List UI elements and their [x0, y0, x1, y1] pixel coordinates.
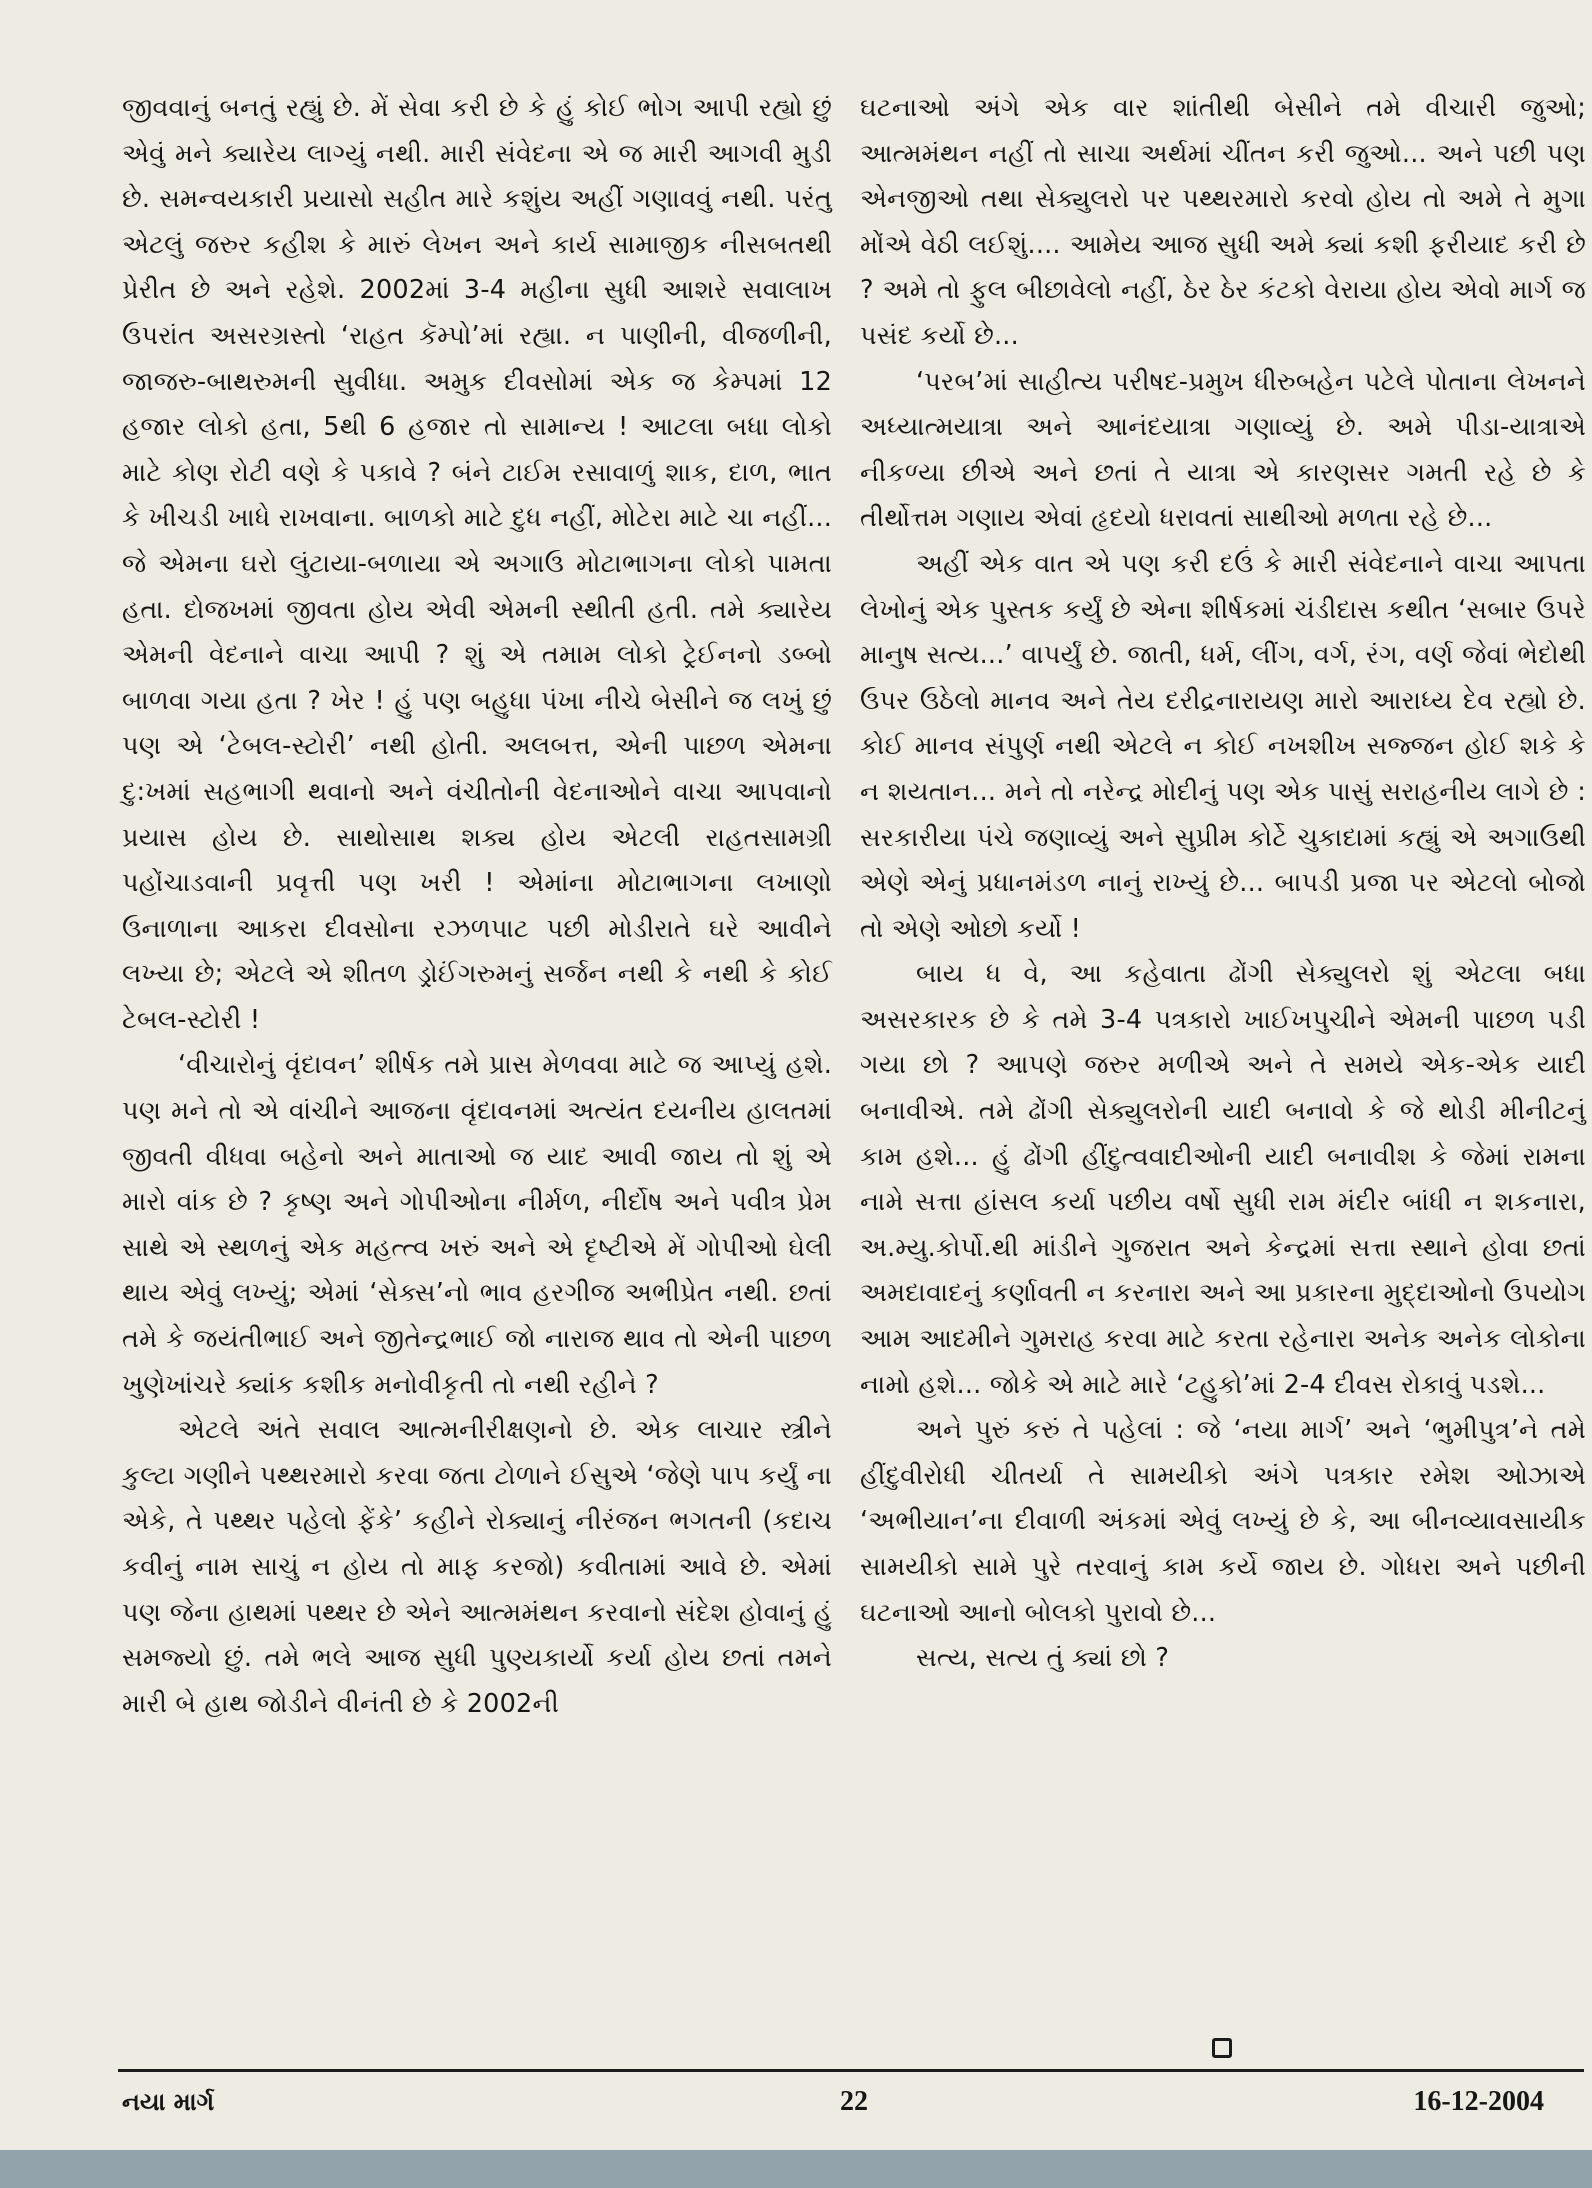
right-paragraph-6: સત્ય, સત્ય તું ક્યાં છો ? [916, 1643, 1170, 1674]
footer-page-number: 22 [840, 2086, 868, 2117]
right-paragraph-3: અહીં એક વાત એ પણ કરી દઉં કે મારી સંવેદનાને વાચા આપતા લેખોનું એક પુસ્તક કર્યું છે એના શીર્ષકમાં ચંડીદાસ કથીત ‘સબાર ઉપરે માનુષ સત્ય...’ વાપર્યું છે. જાતી, ધર્મ, લીંગ, વર્ગ, રંગ, વર્ણ જેવાં ભેદોથી ઉપર ઉઠેલો માનવ અને તેય દરીદ્રનારાયણ મારો આરાધ્ય દેવ રહ્યો છે. કોઈ માનવ સંપુર્ણ નથી એટલે ન કોઈ નખશીખ સજ્જન હોઈ શકે કે ન શયતાન... મને તો નરેન્દ્ર મોદીનું પણ એક પાસું સરાહનીય લાગે છે : સરકારીયા પંચે જણાવ્યું અને સુપ્રીમ કોર્ટે ચુકાદામાં કહ્યું એ અગાઉથી એણે એનું પ્રધાનમંડળ નાનું રાખ્યું છે... બાપડી પ્રજા પર એટલો બોજો તો એણે ઓછો કર્યો ! [860, 548, 1586, 944]
left-paragraph-3: એટલે અંતે સવાલ આત્મનીરીક્ષણનો છે. એક લાચાર સ્ત્રીને કુલ્ટા ગણીને પથ્થરમારો કરવા જતા ટોળાને ઈસુએ ‘જેણે પાપ કર્યું ના એકે, તે પથ્થર પહેલો ફેંકે’ કહીને રોક્યાનું નીરંજન ભગતની (કદાચ કવીનું નામ સાચું ન હોય તો માફ કરજો) કવીતામાં આવે છે. એમાં પણ જેના હાથમાં પથ્થર છે એને આત્મમંથન કરવાનો સંદેશ હોવાનું હું સમજ્યો છું. તમે ભલે આજ સુધી પુણ્યકાર્યો કર્યા હોય છતાં તમને મારી બે હાથ જોડીને વીનંતી છે કે 2002ની [122, 1415, 832, 1719]
footer-date: 16-12-2004 [1413, 2086, 1544, 2117]
left-paragraph-2: ‘વીચારોનું વૃંદાવન’ શીર્ષક તમે પ્રાસ મેળવવા માટે જ આપ્યું હશે. પણ મને તો એ વાંચીને આજના વૃંદાવનમાં અત્યંત દયનીય હાલતમાં જીવતી વીધવા બહેનો અને માતાઓ જ યાદ આવી જાય તો શું એ મારો વાંક છે ? કૃષ્ણ અને ગોપીઓના નીર્મળ, નીર્દોષ અને પવીત્ર પ્રેમ સાથે એ સ્થળનું એક મહત્ત્વ ખરું અને એ દૃષ્ટીએ મેં ગોપીઓ ઘેલી થાય એવું લખ્યું; એમાં ‘સેક્સ’નો ભાવ હરગીજ અભીપ્રેત નથી. છતાં તમે કે જયંતીભાઈ અને જીતેન્દ્રભાઈ જો નારાજ થાવ તો એની પાછળ ખુણેખાંચરે ક્યાંક કશીક મનોવીકૃતી તો નથી રહીને ? [122, 1050, 832, 1400]
right-paragraph-4: બાય ધ વે, આ કહેવાતા ઢોંગી સેક્યુલરો શું એટલા બધા અસરકારક છે કે તમે 3-4 પત્રકારો ખાઈખપુચીને એમની પાછળ પડી ગયા છો ? આપણે જરુર મળીએ અને તે સમયે એક-એક યાદી બનાવીએ. તમે ઢોંગી સેક્યુલરોની યાદી બનાવો કે જે થોડી મીનીટનું કામ હશે... હું ઢોંગી હીંદુત્વવાદીઓની યાદી બનાવીશ કે જેમાં રામના નામે સત્તા હાંસલ કર્યા પછીય વર્ષો સુધી રામ મંદીર બાંધી ન શકનારા, અ.મ્યુ.કોર્પો.થી માંડીને ગુજરાત અને કેન્દ્રમાં સત્તા સ્થાને હોવા છતાં અમદાવાદનું કર્ણાવતી ન કરનારા અને આ પ્રકારના મુદ્દાઓનો ઉપયોગ આમ આદમીને ગુમરાહ કરવા માટે કરતા રહેનારા અનેક અનેક લોકોના નામો હશે... જોકે એ માટે મારે ‘ટહુકો’માં 2-4 દીવસ રોકાવું પડશે... [860, 959, 1586, 1400]
right-paragraph-1: ઘટનાઓ અંગે એક વાર શાંતીથી બેસીને તમે વીચારી જુઓ; આત્મમંથન નહીં તો સાચા અર્થમાં ચીંતન કરી જુઓ... અને પછી પણ એનજીઓ તથા સેક્યુલરો પર પથ્થરમારો કરવો હોય તો અમે તે મુગા મોંએ વેઠી લઈશું.... આમેય આજ સુધી અમે ક્યાં કશી ફરીયાદ કરી છે ? અમે તો ફુલ બીછાવેલો નહીં, ઠેર ઠેર કંટકો વેરાયા હોય એવો માર્ગ જ પસંદ કર્યો છે... [860, 93, 1586, 351]
right-paragraph-5: અને પુરું કરું તે પહેલાં : જે ‘નયા માર્ગ’ અને ‘ભુમીપુત્ર’ને તમે હીંદુવીરોધી ચીતર્યા તે સામયીકો અંગે પત્રકાર રમેશ ઓઝાએ ‘અભીયાન’ના દીવાળી અંકમાં એવું લખ્યું છે કે, આ બીનવ્યાવસાયીક સામયીકો સામે પુરે તરવાનું કામ કર્યે જાય છે. ગોધરા અને પછીની ઘટનાઓ આનો બોલકો પુરાવો છે... [860, 1415, 1586, 1628]
end-of-article-square-icon [1212, 2038, 1232, 2058]
right-paragraph-2: ‘પરબ’માં સાહીત્ય પરીષદ-પ્રમુખ ધીરુબહેન પટેલે પોતાના લેખનને અધ્યાત્મયાત્રા અને આનંદયાત્રા ગણાવ્યું છે. અમે પીડા-યાત્રાએ નીકળ્યા છીએ અને છતાં તે યાત્રા એ કારણસર ગમતી રહે છે કે તીર્થોત્તમ ગણાય એવાં હૃદયો ધરાવતાં સાથીઓ મળતા રહે છે... [860, 366, 1586, 534]
footer-divider [118, 2069, 1584, 2072]
footer-publication-name: નયા માર્ગ [122, 2088, 215, 2116]
right-column [860, 86, 1586, 1682]
left-column [122, 86, 832, 1727]
scan-background-strip [0, 2150, 1592, 2188]
left-paragraph-1: જીવવાનું બનતું રહ્યું છે. મેં સેવા કરી છે કે હું કોઈ ભોગ આપી રહ્યો છું એવું મને ક્યારેય લાગ્યું નથી. મારી સંવેદના એ જ મારી આગવી મુડી છે. સમન્વયકારી પ્રયાસો સહીત મારે કશુંય અહીં ગણાવવું નથી. પરંતુ એટલું જરુર કહીશ કે મારું લેખન અને કાર્ય સામાજીક નીસબતથી પ્રેરીત છે અને રહેશે. 2002માં 3-4 મહીના સુધી આશરે સવાલાખ ઉપરાંત અસરગ્રસ્તો ‘રાહત કૅમ્પો’માં રહ્યા. ન પાણીની, વીજળીની, જાજરુ-બાથરુમની સુવીધા. અમુક દીવસોમાં એક જ કેમ્પમાં 12 હજાર લોકો હતા, 5થી 6 હજાર તો સામાન્ય ! આટલા બધા લોકો માટે કોણ રોટી વણે કે પકાવે ? બંને ટાઈમ રસાવાળું શાક, દાળ, ભાત કે ખીચડી ખાધે રાખવાના. બાળકો માટે દુધ નહીં, મોટેરા માટે ચા નહીં... જે એમના ઘરો લુંટાયા-બળાયા એ અગાઉ મોટાભાગના લોકો પામતા હતા. દોજખમાં જીવતા હોય એવી એમની સ્થીતી હતી. તમે ક્યારેય એમની વેદનાને વાચા આપી ? શું એ તમામ લોકો ટ્રેઈનનો ડબ્બો બાળવા ગયા હતા ? ખેર ! હું પણ બહુધા પંખા નીચે બેસીને જ લખું છું પણ એ ‘ટેબલ-સ્ટોરી’ નથી હોતી. અલબત્ત, એની પાછળ એમના દુ:ખમાં સહભાગી થવાનો અને વંચીતોની વેદનાઓને વાચા આપવાનો પ્રયાસ હોય છે. સાથોસાથ શક્ય હોય એટલી રાહતસામગ્રી પહોંચાડવાની પ્રવૃત્તી પણ ખરી ! એમાંના મોટાભાગના લખાણો ઉનાળાના આકરા દીવસોના રઝળપાટ પછી મોડીરાતે ઘરે આવીને લખ્યા છે; એટલે એ શીતળ ડ્રોઈંગરુમનું સર્જન નથી કે નથી કે કોઈ ટેબલ-સ્ટોરી ! [122, 93, 832, 1035]
